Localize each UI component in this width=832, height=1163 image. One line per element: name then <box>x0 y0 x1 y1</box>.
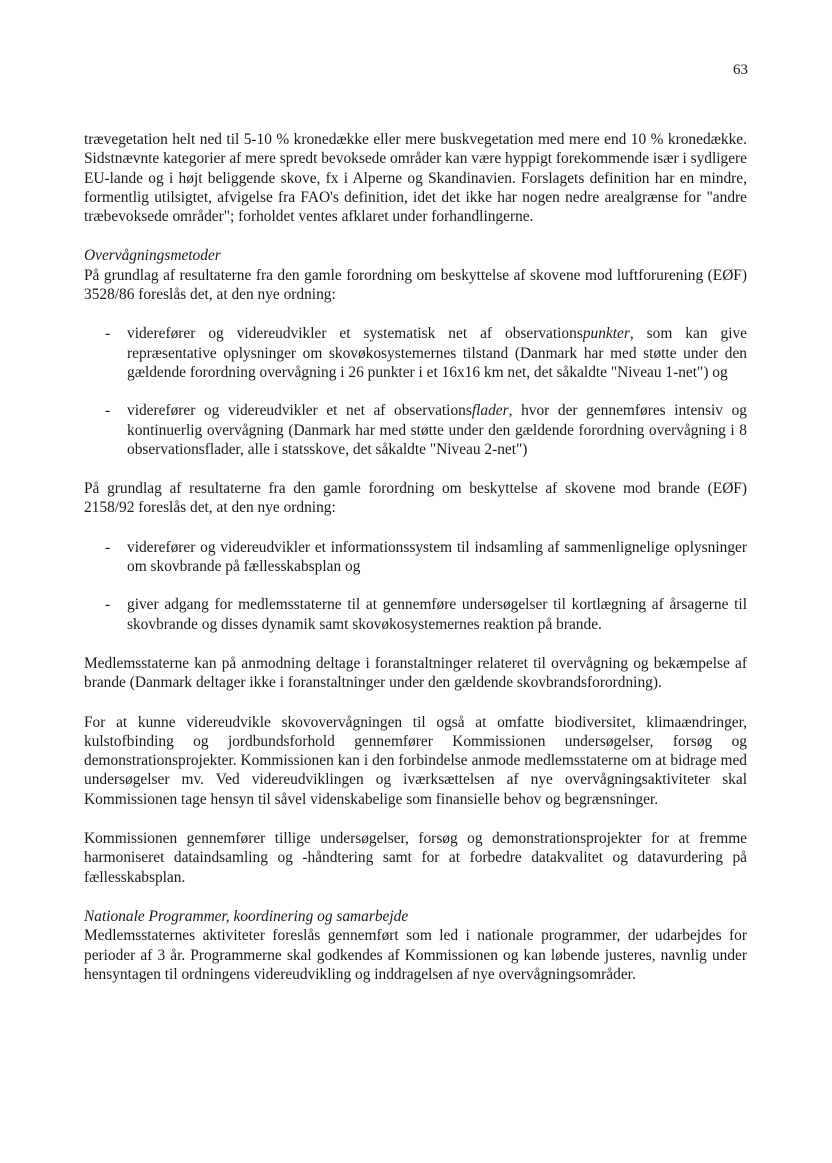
list-item-emphasis: flader <box>471 402 509 420</box>
list-item-text: , hvor der gennemføres intensiv og kontinuerlig overvågning (Danmark har med støtte under den gældende forordning overvågning i 8 observationsflader, alle i statsskove, det såkaldte "Niveau 2-net") <box>127 402 747 458</box>
section-national-programmes <box>84 907 747 984</box>
list-item-text: , som kan give repræsentative oplysninger om skovøkosystemernes tilstand (Danmark har med støtte under den gældende forordning overvågning i 26 punkter i et 16x16 km net, det såkaldte "Niveau 1-net") og <box>127 325 747 381</box>
list-dash: - <box>105 538 111 556</box>
list-item-text: viderefører og videreudvikler et net af observations <box>127 402 472 420</box>
list-dash: - <box>105 325 111 343</box>
list-dash: - <box>105 596 111 614</box>
paragraph-commission-studies: For at kunne videreudvikle skovovervågningen til også at omfatte biodiversitet, klimaændringer, kulstofbinding og jordbundsforhold gennemfører Kommissionen undersøgelser, forsøg og demonstrationsprojekter. Kommissionen kan i den forbindelse anmode medlemsstaterne om at bidrage med undersøgelser mv. Ved videreudviklingen og iværksættelsen af nye overvågningsaktiviteter skal Kommissionen tage hensyn til såvel videnskabelige som finansielle behov og begrænsninger. <box>84 713 747 808</box>
paragraph-harmonised-data: Kommissionen gennemfører tillige undersøgelser, forsøg og demonstrationsprojekter for at fremme harmoniseret dataindsamling og -håndtering samt for at forbedre datakvalitet og datavurdering på fællesskabsplan. <box>84 830 747 886</box>
list-item <box>84 595 747 634</box>
paragraph-forest-definition: trævegetation helt ned til 5-10 % kronedække eller mere buskvegetation med mere end 10 % kronedække. Sidstnævnte kategorier af mere spredt bevoksede områder kan være hyppigt forekommende især i sydligere EU-lande og i højt beliggende skove, fx i Alperne og Skandinavien. Forslagets definition har en mindre, formentlig utilsigtet, afvigelse fra FAO's definition, idet det ikke har nogen nedre arealgrænse for "andre træbevoksede områder"; forholdet ventes afklaret under forhandlingerne. <box>84 131 747 226</box>
document-body <box>84 130 747 1004</box>
paragraph-forest-fire-intro: På grundlag af resultaterne fra den gamle forordning om beskyttelse af skovene mod brande (EØF) 2158/92 foreslås det, at den nye ordning: <box>84 480 747 517</box>
section-heading-monitoring-methods: Overvågningsmetoder <box>84 247 221 265</box>
list-dash: - <box>105 402 111 420</box>
list-forest-fire-measures <box>84 538 747 634</box>
list-item <box>84 401 747 459</box>
list-item-text: viderefører og videreudvikler et informationssystem til indsamling af sammenlignelige oplysninger om skovbrande på fællesskabsplan og <box>127 538 747 576</box>
list-item <box>84 324 747 382</box>
list-item <box>84 538 747 577</box>
page-number: 63 <box>733 62 748 78</box>
section-heading-national-programmes: Nationale Programmer, koordinering og samarbejde <box>84 907 409 925</box>
paragraph-member-states-fires: Medlemsstaterne kan på anmodning deltage i foranstaltninger relateret til overvågning og bekæmpelse af brande (Danmark deltager ikke i foranstaltninger under den gældende skovbrandsforordning). <box>84 654 747 692</box>
section-monitoring-methods <box>84 246 747 886</box>
list-item-emphasis: punkter <box>582 325 630 343</box>
list-air-pollution-measures <box>84 324 747 459</box>
list-item-text: giver adgang for medlemsstaterne til at gennemføre undersøgelser til kortlægning af årsagerne til skovbrande og disses dynamik samt skovøkosystemernes reaktion på brande. <box>127 596 747 633</box>
paragraph-air-pollution-intro: På grundlag af resultaterne fra den gamle forordning om beskyttelse af skovene mod luftforurening (EØF) 3528/86 foreslås det, at den nye ordning: <box>84 266 747 304</box>
list-item-text: viderefører og videreudvikler et systematisk net af observations <box>127 325 583 343</box>
paragraph-national-programmes: Medlemsstaternes aktiviteter foreslås gennemført som led i nationale programmer, der udarbejdes for perioder af 3 år. Programmerne skal godkendes af Kommissionen og kan løbende justeres, navnlig under hensyntagen til ordningens videreudvikling og inddragelsen af nye overvågningsområder. <box>84 927 747 983</box>
